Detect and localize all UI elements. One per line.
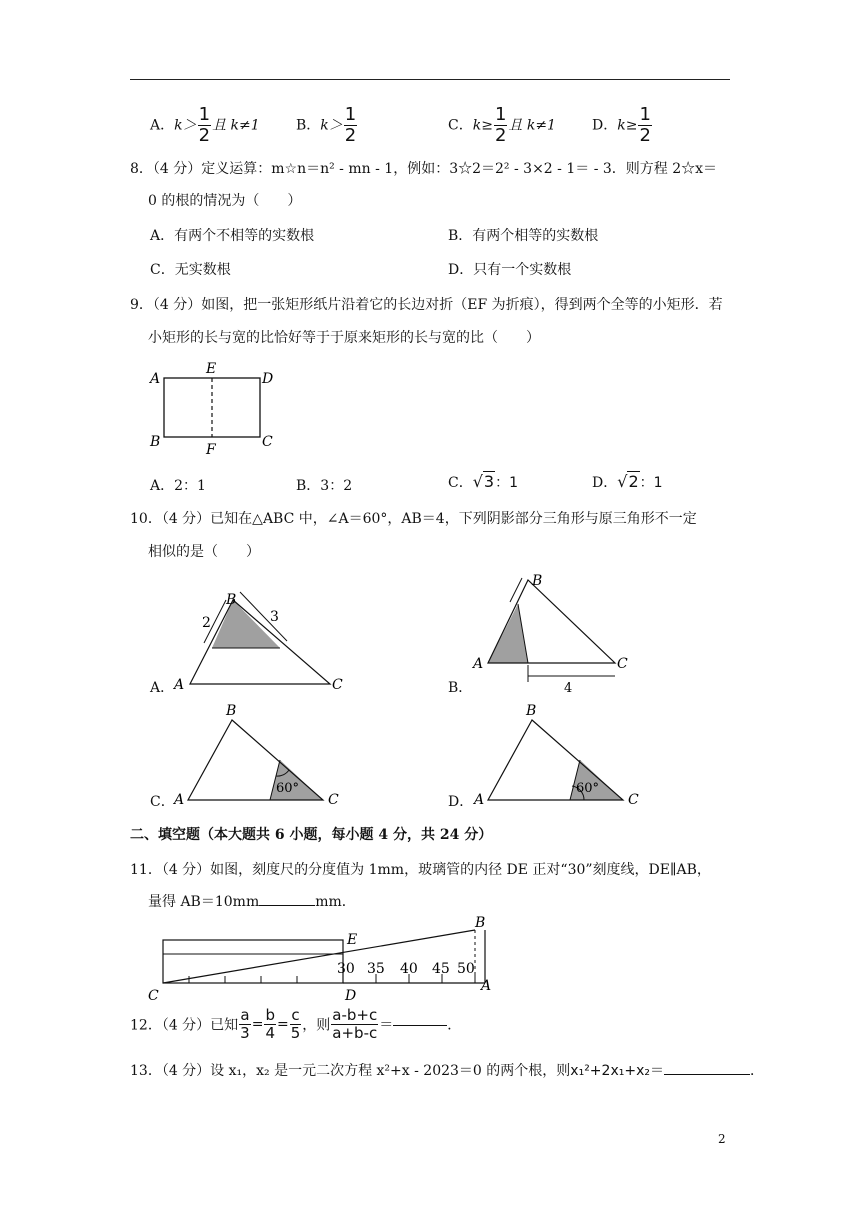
q10-option-d-label[interactable]: D．: [448, 794, 474, 810]
q11-label-c: C: [148, 988, 159, 1004]
q8-option-d[interactable]: D．只有一个实数根: [448, 262, 572, 278]
q11-answer-blank[interactable]: [259, 904, 315, 906]
header-rule: [130, 79, 730, 80]
q10-d-label-a: A: [474, 792, 485, 808]
q11-label-e: E: [347, 932, 358, 948]
q10-c-label-b: B: [226, 703, 237, 719]
q12-answer-blank[interactable]: [393, 1024, 447, 1026]
q9-option-b[interactable]: B．3：2: [296, 478, 353, 494]
q10-stem-line2: 相似的是（ ）: [148, 544, 260, 560]
q10-d-angle-60: 60°: [576, 781, 600, 796]
q10-b-len-4: 4: [564, 681, 573, 696]
q10-b-shaded-triangle: [488, 604, 528, 663]
q10-b-label-b: B: [532, 573, 543, 589]
q10-option-a-figure[interactable]: [170, 588, 355, 696]
q10-option-b-figure[interactable]: [470, 568, 640, 696]
q11-tick-45: 45: [432, 961, 450, 977]
q7-option-a[interactable]: A．k＞ $\frac{1}{2}$ 且 k≠1: [150, 104, 260, 146]
q10-option-a-label[interactable]: A．: [150, 680, 175, 696]
q11-label-b: B: [475, 915, 486, 931]
q9-rectangle-figure: [140, 358, 290, 458]
q13-answer-blank[interactable]: [664, 1073, 750, 1075]
q7-option-b[interactable]: B．k＞ $\frac{1}{2}$: [296, 104, 357, 146]
q11-tick-35: 35: [367, 961, 385, 977]
q9-option-c[interactable]: C．√3：1: [448, 472, 519, 491]
q10-c-label-a: A: [174, 792, 185, 808]
q7-option-c[interactable]: C．k≥ $\frac{1}{2}$ 且 k≠1: [448, 104, 556, 146]
q12-stem: 12．（4 分）已知 $\frac{a}{3}$ = $\frac{b}{4}$ = $\frac{c}{5}$ ，则 $\frac{a-b+c}{a+b-c}$ ＝ ．: [130, 1006, 462, 1042]
q8-option-c[interactable]: C．无实数根: [150, 262, 231, 278]
q10-a-label-a: A: [174, 677, 185, 693]
q9-stem-line1: 9．（4 分）如图，把一张矩形纸片沿着它的长边对折（EF 为折痕），得到两个全等的小矩形．若: [130, 297, 723, 313]
q9-label-b: B: [150, 434, 161, 450]
q11-label-a: A: [481, 978, 492, 994]
q11-tick-30: 30: [337, 961, 355, 977]
q10-c-label-c: C: [328, 792, 339, 808]
q9-label-c: C: [262, 434, 273, 450]
q9-label-d: D: [262, 371, 274, 387]
q10-b-label-c: C: [617, 656, 628, 672]
q8-option-b[interactable]: B．有两个相等的实数根: [448, 228, 599, 244]
q13-stem: 13．（4 分）设 x₁，x₂ 是一元二次方程 x²+x - 2023＝0 的两个根，则x₁²+2x₁+x₂＝ ．: [130, 1063, 764, 1079]
q10-option-c-label[interactable]: C．: [150, 794, 175, 810]
q11-glass-tube: [163, 940, 343, 983]
q8-stem-line2: 0 的根的情况为（ ）: [148, 193, 302, 209]
q9-option-a[interactable]: A．2：1: [150, 478, 206, 494]
q10-b-dim-top: [510, 578, 522, 602]
q9-label-a: A: [150, 371, 161, 387]
q10-a-label-b: B: [226, 592, 237, 608]
q10-stem-line1: 10．（4 分）已知在△ABC 中，∠A＝60°，AB＝4，下列阴影部分三角形与原三角形不一定: [130, 511, 697, 527]
q10-d-label-c: C: [628, 792, 639, 808]
q10-option-d-figure[interactable]: [470, 700, 650, 810]
page-number: 2: [718, 1132, 726, 1146]
section-2-title: 二、填空题（本大题共 6 小题，每小题 4 分，共 24 分）: [130, 827, 493, 843]
q10-c-angle-60: 60°: [276, 781, 300, 796]
q10-a-label-c: C: [332, 677, 343, 693]
q11-tick-40: 40: [400, 961, 418, 977]
q7-option-d[interactable]: D．k≥ $\frac{1}{2}$: [592, 104, 651, 146]
q10-a-len-3: 3: [270, 609, 279, 625]
q10-d-label-b: B: [526, 703, 537, 719]
q10-option-b-label[interactable]: B．: [448, 680, 473, 696]
q9-option-d[interactable]: D．√2：1: [592, 472, 663, 491]
q9-label-f: F: [206, 442, 216, 458]
q8-option-a[interactable]: A．有两个不相等的实数根: [150, 228, 315, 244]
q9-label-e: E: [206, 361, 217, 377]
q9-stem-line2: 小矩形的长与宽的比恰好等于于原来矩形的长与宽的比（ ）: [148, 330, 540, 346]
q11-diagonal-cb: [163, 930, 475, 983]
q8-stem-line1: 8．（4 分）定义运算：m☆n＝n² - mn - 1，例如：3☆2＝2² - 3×2 - 1＝ - 3．则方程 2☆x＝: [130, 161, 718, 177]
q10-b-label-a: A: [473, 656, 484, 672]
q11-tick-50: 50: [457, 961, 475, 977]
q11-stem-line1: 11．（4 分）如图，刻度尺的分度值为 1mm，玻璃管的内径 DE 正对“30”刻度线，DE∥AB，: [130, 862, 711, 878]
q10-option-c-figure[interactable]: [170, 700, 350, 810]
q10-a-len-2: 2: [202, 615, 211, 631]
q11-ruler-figure: [145, 912, 505, 1008]
q11-label-d: D: [345, 988, 357, 1004]
q11-stem-line2: 量得 AB＝10mm mm．: [148, 894, 356, 910]
